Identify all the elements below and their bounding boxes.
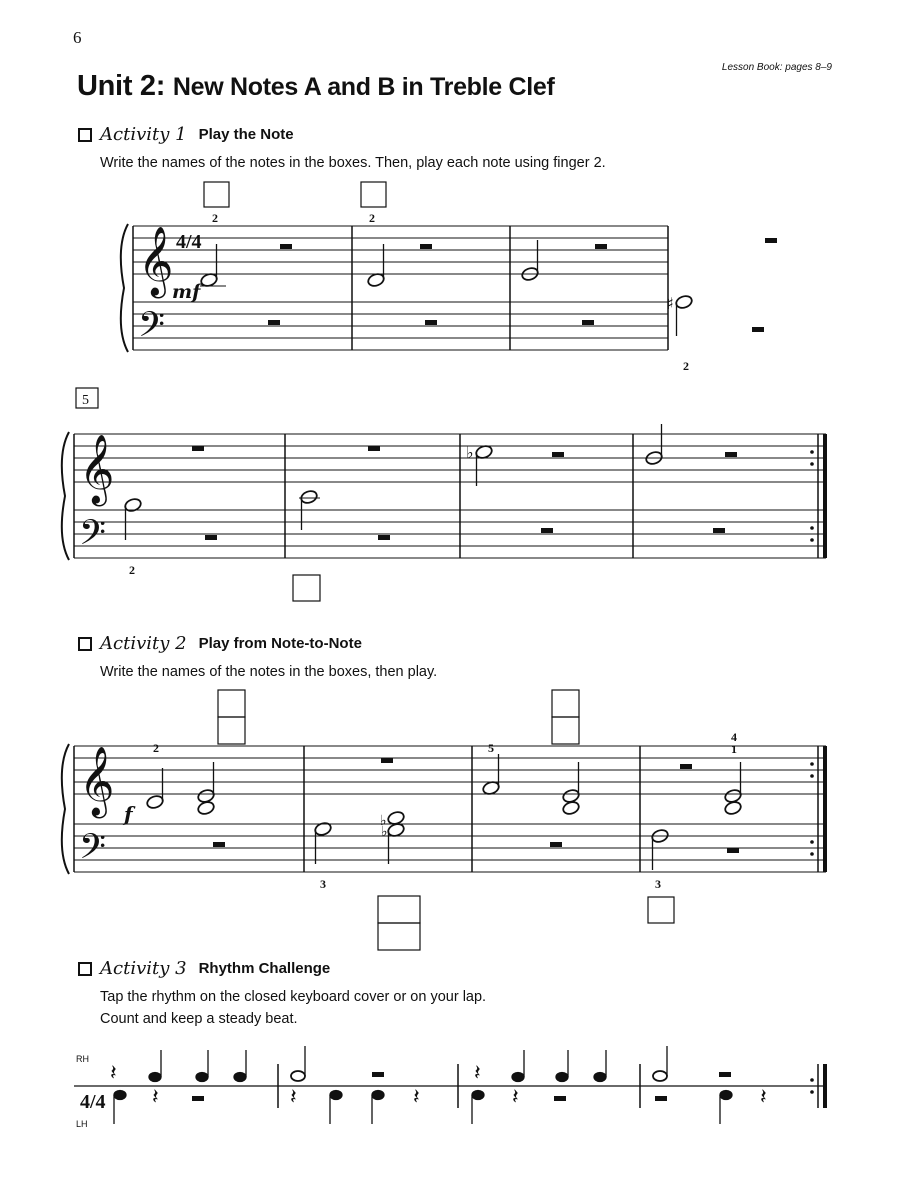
lh-quarter: [720, 1091, 732, 1100]
system-2-rests: [192, 446, 737, 540]
note-half: [124, 497, 143, 513]
half-rest: [752, 327, 764, 332]
note-half: [314, 821, 333, 837]
rh-quarter: [149, 1073, 161, 1082]
rh-quarter: [556, 1073, 568, 1082]
quarter-rest-icon: 𝄽: [474, 1061, 481, 1086]
system-1: [121, 182, 777, 352]
answer-box[interactable]: [552, 690, 579, 717]
half-rest: [680, 764, 692, 769]
answer-box[interactable]: [648, 897, 674, 923]
system-1-rests: [268, 238, 777, 332]
rh-half-rest: [372, 1072, 384, 1077]
finger-numbers: [129, 211, 737, 891]
rhythm-line: [74, 1046, 826, 1124]
lh-quarter: [114, 1091, 126, 1100]
half-rest: [205, 535, 217, 540]
activity-2-instruction-line: Write the names of the notes in the boxes, then play.: [100, 664, 438, 680]
sharp-icon: ♯: [666, 294, 674, 313]
note-half: [146, 794, 165, 810]
rh-quarter: [234, 1073, 246, 1082]
flat-icon: ♭: [380, 813, 387, 829]
answer-box[interactable]: [293, 575, 320, 601]
rh-quarter: [196, 1073, 208, 1082]
half-rest: [595, 244, 607, 249]
answer-box[interactable]: [361, 182, 386, 207]
system-1-barlines: [133, 226, 668, 350]
rh-half: [653, 1071, 667, 1081]
repeat-dots: [810, 762, 814, 856]
bass-clef-icon: 𝄢: [138, 304, 166, 353]
finger-number: 2: [129, 563, 135, 577]
flat-icon: ♭: [466, 443, 474, 462]
lh-quarter: [330, 1091, 342, 1100]
system-2-treble-staff: [74, 434, 826, 482]
lh-half-rest: [192, 1096, 204, 1101]
finger-number: 3: [320, 877, 326, 891]
activity-2-label: Activity 2: [100, 633, 187, 654]
rh-quarter: [512, 1073, 524, 1082]
repeat-dots: [810, 450, 814, 542]
page-number: 6: [73, 28, 82, 47]
whole-rest: [368, 446, 380, 451]
quarter-rest-icon: 𝄽: [152, 1085, 159, 1110]
note-csharp-half: [675, 294, 694, 310]
half-rest: [727, 848, 739, 853]
lh-quarter: [372, 1091, 384, 1100]
system-3-answer-boxes: [218, 690, 674, 950]
finger-number: 2: [369, 211, 375, 225]
quarter-rest-icon: 𝄽: [413, 1085, 420, 1110]
rh-label: RH: [76, 1054, 89, 1064]
lh-half-rest: [554, 1096, 566, 1101]
quarter-rest-icon: 𝄽: [290, 1085, 297, 1110]
rh-half-rest: [719, 1072, 731, 1077]
finger-number: 2: [212, 211, 218, 225]
lh-label: LH: [76, 1119, 88, 1129]
note-half: [300, 489, 319, 505]
quarter-rest-icon: 𝄽: [512, 1085, 519, 1110]
activity-2-title: Play from Note-to-Note: [198, 635, 362, 652]
whole-rest: [550, 842, 562, 847]
answer-box[interactable]: [552, 717, 579, 744]
quarter-rest-icon: 𝄽: [110, 1061, 117, 1086]
half-rest: [552, 452, 564, 457]
answer-box[interactable]: [204, 182, 229, 207]
system-3-barlines: [74, 746, 825, 872]
activity-3-title: Rhythm Challenge: [198, 960, 331, 977]
activity-3-instruction-line-1: Tap the rhythm on the closed keyboard cover or on your lap.: [100, 989, 487, 1005]
dynamic-mf: mf: [172, 281, 201, 303]
flat-icon: ♭: [381, 824, 388, 840]
treble-clef-icon: 𝄞: [79, 746, 115, 816]
time-sig-top: 4/4: [176, 231, 202, 253]
note-half: [197, 800, 216, 816]
quarter-rest-icon: 𝄽: [760, 1085, 767, 1110]
measure-number: 5: [82, 393, 89, 408]
finger-number: 5: [488, 741, 494, 755]
whole-rest: [713, 528, 725, 533]
lesson-reference: Lesson Book: pages 8–9: [721, 62, 832, 73]
whole-rest: [268, 320, 280, 325]
answer-box[interactable]: [378, 923, 420, 950]
finger-number: 2: [153, 741, 159, 755]
half-rest: [378, 535, 390, 540]
system-2-barlines: [74, 434, 825, 558]
answer-box[interactable]: [218, 717, 245, 744]
system-1-brace: [121, 224, 128, 352]
half-rest: [725, 452, 737, 457]
whole-rest: [582, 320, 594, 325]
treble-clef-icon: 𝄞: [138, 226, 174, 296]
rhythm-time-signature: 4/4: [80, 1091, 106, 1113]
activity-1-instruction-line: Write the names of the notes in the boxes. Then, play each note using finger 2.: [100, 155, 606, 171]
unit-subtitle: New Notes A and B in Treble Clef: [172, 73, 555, 101]
finger-number: 3: [655, 877, 661, 891]
whole-rest: [381, 758, 393, 763]
activity-1-title: Play the Note: [198, 126, 294, 143]
dynamic-f: f: [124, 802, 133, 826]
note-half: [562, 800, 581, 816]
finger-number: 1: [731, 742, 737, 756]
finger-number: 4: [731, 730, 737, 744]
bass-clef-icon: 𝄢: [79, 826, 107, 875]
bass-clef-icon: 𝄢: [79, 512, 107, 561]
system-1-treble-staff: [133, 226, 668, 274]
system-2: [62, 388, 826, 601]
treble-clef-icon: 𝄞: [79, 434, 115, 504]
activity-3-instruction-line-2: Count and keep a steady beat.: [100, 1011, 298, 1027]
whole-rest: [192, 446, 204, 451]
system-3: [62, 690, 826, 950]
system-3-rests: [213, 758, 739, 853]
system-3-bass-staff: [74, 824, 826, 872]
unit-label: Unit 2:: [77, 70, 166, 102]
answer-box[interactable]: [218, 690, 245, 717]
system-3-treble-staff: [74, 746, 826, 794]
activity-3-label: Activity 3: [100, 958, 187, 979]
whole-rest: [541, 528, 553, 533]
lh-half-rest: [655, 1096, 667, 1101]
system-1-bass-staff: [133, 302, 668, 350]
time-signatures: [176, 231, 202, 253]
dynamics: [122, 281, 203, 826]
half-rest: [213, 842, 225, 847]
whole-rest: [765, 238, 777, 243]
whole-rest: [425, 320, 437, 325]
half-rest: [280, 244, 292, 249]
answer-box[interactable]: [378, 896, 420, 923]
half-rest: [420, 244, 432, 249]
lh-quarter: [472, 1091, 484, 1100]
system-2-brace: [62, 432, 69, 560]
activity-1-label: Activity 1: [100, 124, 187, 145]
rh-half: [291, 1071, 305, 1081]
finger-number: 2: [683, 359, 689, 373]
system-2-bass-staff: [74, 510, 826, 558]
system-3-brace: [62, 744, 69, 874]
note-half: [724, 800, 743, 816]
rh-quarter: [594, 1073, 606, 1082]
clefs: [79, 226, 173, 875]
